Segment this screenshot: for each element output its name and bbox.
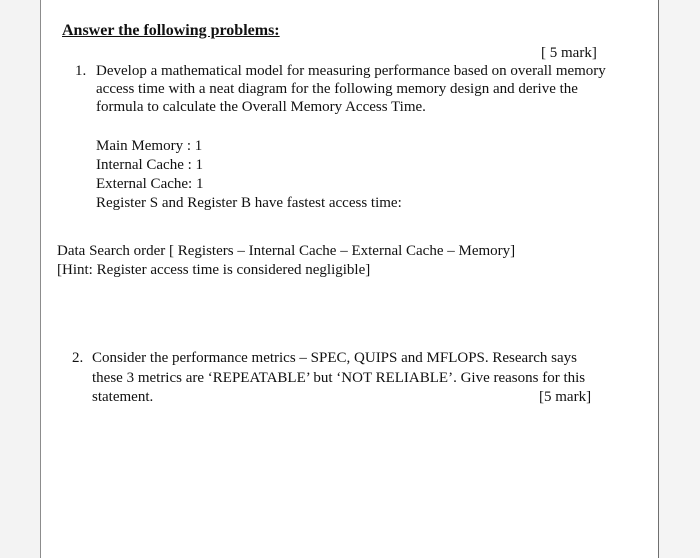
internal-cache-item: Internal Cache : 1 bbox=[96, 157, 204, 173]
main-memory-item: Main Memory : 1 bbox=[96, 138, 203, 154]
q2-line-1: Consider the performance metrics – SPEC, QUIPS and MFLOPS. Research says bbox=[92, 350, 577, 366]
left-margin bbox=[0, 0, 40, 558]
search-order: Data Search order [ Registers – Internal Cache – External Cache – Memory] bbox=[57, 243, 516, 259]
q1-mark: [ 5 mark] bbox=[541, 45, 597, 61]
q1-number: 1. bbox=[75, 63, 87, 79]
q2-line-3: statement. bbox=[92, 389, 154, 405]
register-item: Register S and Register B have fastest access time: bbox=[96, 195, 402, 211]
q1-line-1: Develop a mathematical model for measuring performance based on overall memory bbox=[96, 63, 606, 79]
q2-number: 2. bbox=[72, 350, 84, 366]
page-heading: Answer the following problems: bbox=[62, 22, 280, 39]
external-cache-item: External Cache: 1 bbox=[96, 176, 204, 192]
right-margin bbox=[659, 0, 700, 558]
q1-line-2: access time with a neat diagram for the following memory design and derive the bbox=[96, 81, 578, 97]
q2-mark: [5 mark] bbox=[539, 389, 592, 405]
q1-line-3: formula to calculate the Overall Memory Access Time. bbox=[96, 99, 426, 115]
hint: [Hint: Register access time is considered negligible] bbox=[57, 262, 371, 278]
q2-line-2: these 3 metrics are ‘REPEATABLE’ but ‘NOT RELIABLE’. Give reasons for this bbox=[92, 370, 586, 386]
